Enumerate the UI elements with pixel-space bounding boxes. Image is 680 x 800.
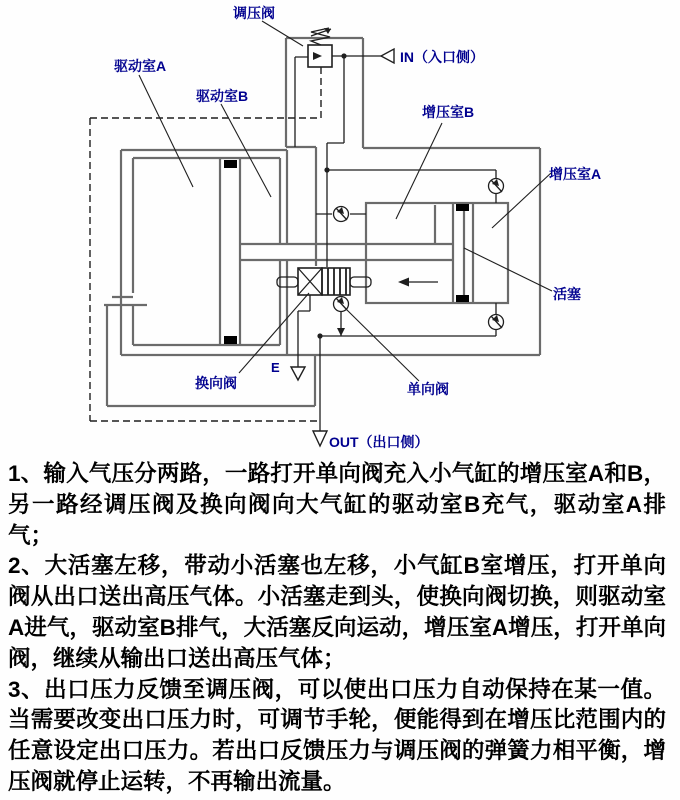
out-port-label: OUT（出口侧） — [329, 434, 429, 450]
leader-boost-b — [396, 123, 442, 219]
regulator-flow-arrow — [313, 52, 322, 60]
big-piston-seal-top — [224, 160, 237, 168]
big-piston — [220, 158, 240, 345]
regulator-valve-label: 调压阀 — [233, 5, 275, 21]
check-valve-label: 单向阀 — [407, 381, 449, 397]
directional-valve-stub-right — [350, 277, 371, 287]
port-symbols — [291, 49, 394, 446]
leader-boost-a — [492, 173, 551, 228]
e-exhaust-line — [298, 295, 310, 367]
machine-body — [104, 38, 540, 406]
small-piston-seal-bottom — [456, 295, 469, 302]
principle-step-3: 3、出口压力反馈至调压阀，可以使出口压力自动保持在某一值。当需要改变出口压力时，可调节手轮，便能得到在增压比范围内的任意设定出口压力。若出口反馈压力与调压阀的弹簧力相平衡，增压阀就停止运转，不再输出流量。 — [8, 676, 666, 794]
working-principle-text — [0, 455, 680, 798]
out-port-triangle — [313, 431, 327, 446]
principle-step-1: 1、输入气压分两路，一路打开单向阀充入小气缸的增压室A和B，另一路经调压阀及换向阀向大气缸的驱动室B充气，驱动室A排气； — [8, 461, 666, 548]
directional-valve-plates — [328, 268, 346, 295]
drive-chamber-a-label: 驱动室A — [114, 58, 167, 74]
small-cylinder — [366, 203, 508, 303]
big-cylinder-outer — [121, 150, 540, 355]
junction-dot-out — [317, 333, 322, 338]
junction-dot-in — [341, 53, 346, 58]
pipes — [277, 28, 504, 431]
in-port-label: IN（入口侧） — [400, 49, 484, 65]
big-piston-seal-bottom — [224, 336, 237, 344]
e-port-triangle — [291, 367, 305, 380]
motion-arrowhead — [398, 278, 409, 287]
in-feed-line — [327, 56, 344, 267]
directional-valve-x — [298, 268, 322, 295]
in-port-triangle — [381, 49, 394, 63]
drive-chamber-b-label: 驱动室B — [196, 88, 249, 104]
leader-check — [346, 309, 419, 381]
regulator-left-line — [295, 57, 308, 147]
small-piston-seal-top — [456, 204, 469, 211]
piston-rod — [240, 244, 453, 260]
boost-chamber-a-label: 增压室A — [549, 166, 602, 182]
big-cylinder-inner — [133, 158, 280, 345]
diagram-labels — [114, 5, 601, 450]
leader-drive-a — [139, 75, 193, 187]
principle-step-2: 2、大活塞左移，带动小活塞也左移，小气缸B室增压，打开单向阀从出口送出高压气体。小活塞走到头，使换向阀切换，则驱动室A进气，驱动室B排气，大活塞反向运动，增压室A增压，打开单向阀，继续从输出口送出高压气体； — [8, 553, 666, 671]
piston-seals — [224, 160, 469, 344]
exhaust-port-label: E — [271, 360, 280, 375]
directional-valve-label: 换向阀 — [195, 375, 237, 391]
bottom-check-pipe — [320, 303, 496, 336]
leader-regulator — [262, 21, 303, 46]
valve-neck — [286, 38, 363, 266]
small-piston — [453, 203, 473, 303]
piston-label: 活塞 — [553, 286, 581, 302]
flow-arrow-down — [337, 328, 345, 336]
right-body-outline — [363, 38, 540, 355]
boost-chamber-b-label: 增压室B — [422, 104, 475, 120]
junction-dot-top — [324, 167, 329, 172]
